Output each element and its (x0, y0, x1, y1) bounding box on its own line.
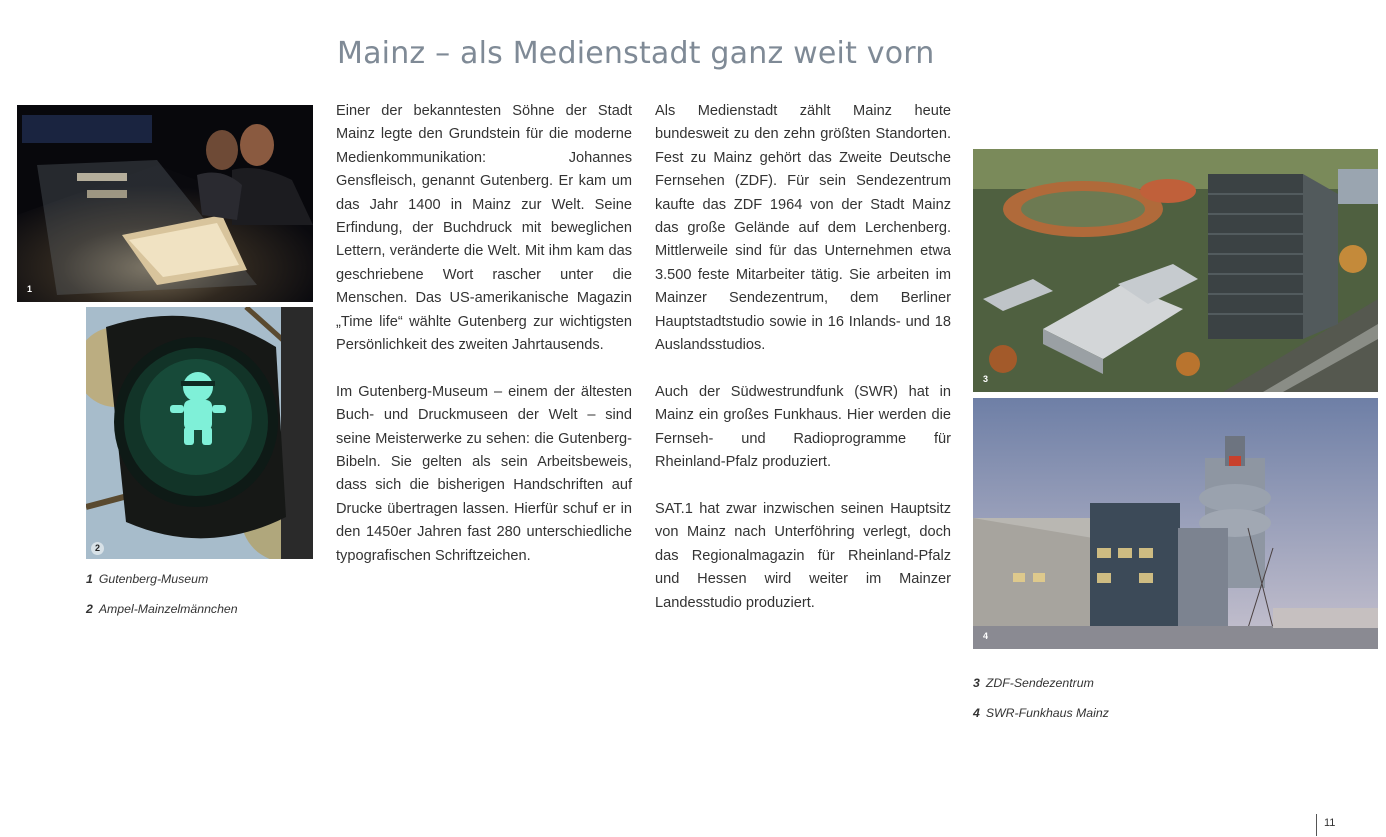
caption-photo-4 (973, 706, 1109, 720)
photo-number-badge: 2 (91, 542, 104, 555)
museum-illustration (17, 105, 313, 302)
caption-text: SWR-Funkhaus Mainz (985, 706, 1109, 720)
caption-photo-1 (86, 572, 208, 586)
building-illustration (973, 398, 1378, 649)
caption-number: 2 (86, 602, 93, 616)
paragraph: Auch der Südwestrundfunk (SWR) hat in Mainz ein großes Funkhaus. Hier werden die Fernseh- und Radioprogramme für Rheinland-Pfalz produziert. (655, 383, 951, 471)
caption-text: ZDF-Sendezentrum (985, 676, 1094, 690)
caption-text: Ampel-Mainzelmännchen (98, 602, 238, 616)
photo-gutenberg-museum (17, 105, 313, 302)
photo-zdf-sendezentrum (973, 149, 1378, 392)
traffic-light-illustration (86, 307, 313, 559)
caption-photo-2 (86, 602, 238, 616)
caption-text: Gutenberg-Museum (98, 572, 209, 586)
page-number: 11 (1316, 814, 1335, 836)
paragraph: Im Gutenberg-Museum – einem der ältesten Buch- und Druckmuseen der Welt – sind seine Meisterwerke zu sehen: die Gutenberg-Bibeln. Sie gelten als sein Arbeitsbeweis, dass sich die bisherigen Handschriften auf Drucke übertragen lassen. Hierfür schuf er in den 1450er Jahren fast 280 unterschiedliche typografischen Schriftzeichen. (336, 383, 632, 564)
photo-swr-funkhaus (973, 398, 1378, 649)
photo-ampel-mainzelmaennchen (86, 307, 313, 559)
photo-number-badge: 4 (982, 631, 988, 641)
text-column-2 (655, 100, 951, 638)
text-column-1 (336, 100, 632, 592)
caption-number: 4 (973, 706, 980, 720)
paragraph: Als Medienstadt zählt Mainz heute bundesweit zu den zehn größten Standorten. Fest zu Mainz gehört das Zweite Deutsche Fernsehen (ZDF). Für sein Sendezentrum kaufte das ZDF 1964 von der Stadt Mainz das große Gelände auf dem Lerchenberg. Mittlerweile sind für das Unternehmen etwa 3.500 feste Mitarbeiter tätig. Sie arbeiten im Mainzer Sendezentrum, dem Berliner Hauptstadtstudio sowie in 16 Inlands- und 18 Auslandsstudios. (655, 103, 951, 354)
paragraph: SAT.1 hat zwar inzwischen seinen Hauptsitz von Mainz nach Unterföhring verlegt, doch das Regionalmagazin für Rheinland-Pfalz und Hessen wird weiter im Mainzer Landesstudio produziert. (655, 500, 951, 611)
caption-photo-3 (973, 676, 1094, 690)
photo-number-badge: 3 (982, 374, 988, 384)
aerial-campus-illustration (973, 149, 1378, 392)
photo-number-badge: 1 (26, 284, 32, 294)
caption-number: 3 (973, 676, 980, 690)
page-title: Mainz – als Medienstadt ganz weit vorn (337, 36, 935, 72)
caption-number: 1 (86, 572, 93, 586)
paragraph: Einer der bekanntesten Söhne der Stadt Mainz legte den Grundstein für die moderne Medienkommunikation: Johannes Gensfleisch, genannt Gutenberg. Er kam um das Jahr 1400 in Mainz zur Welt. Seine Erfindung, der Buchdruck mit beweglichen Lettern, veränderte die Welt. Mit ihm kam das geschriebene Wort rascher unter die Menschen. Das US-amerikanische Magazin „Time life“ wählte Gutenberg zur wichtigsten Persönlichkeit des zweiten Jahrtausends. (336, 103, 632, 354)
